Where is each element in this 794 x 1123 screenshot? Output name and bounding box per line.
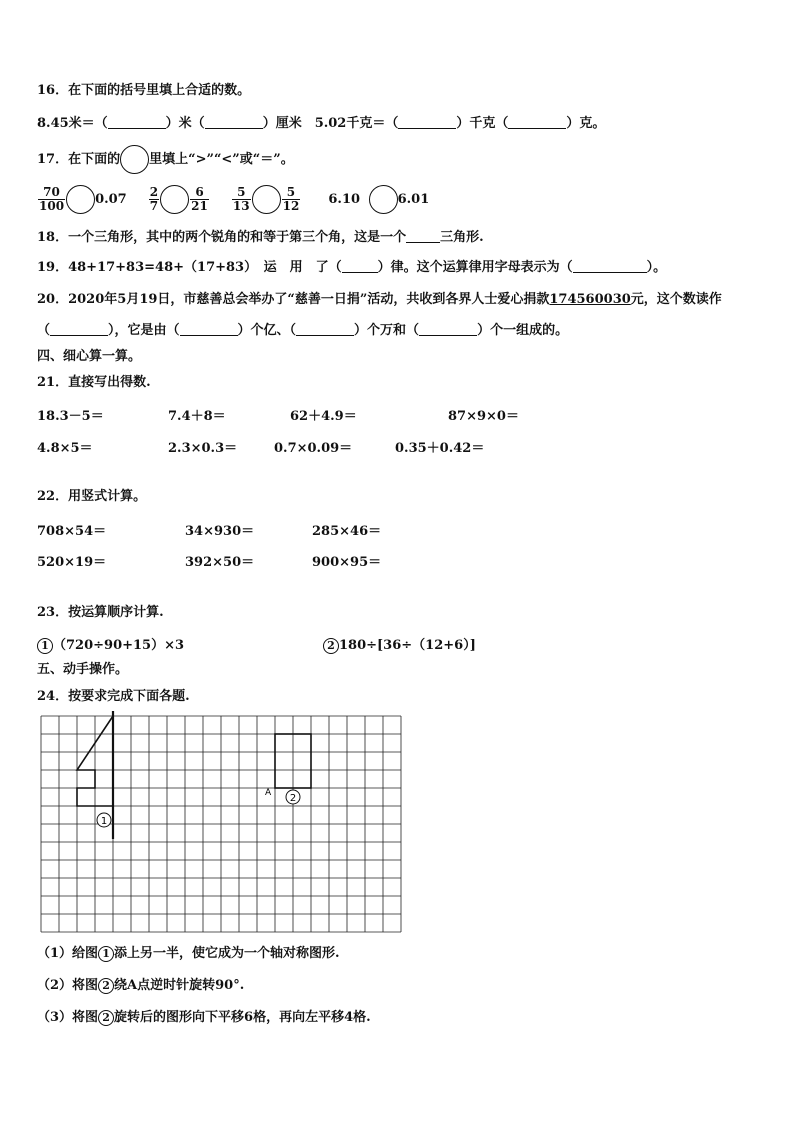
q16-title: 16．在下面的括号里填上合适的数。	[37, 83, 251, 98]
q20-text-c: （	[37, 323, 51, 338]
frac-num: 5	[282, 186, 301, 200]
grid-figure	[36, 709, 406, 935]
q21-item: 7.4＋8＝	[168, 409, 226, 424]
q20-line-2	[37, 322, 568, 340]
circled-number-icon: 1	[37, 638, 53, 654]
q17-frac-5	[282, 186, 301, 213]
q22-item: 392×50＝	[185, 555, 255, 570]
q24-title: 24．按要求完成下面各题.	[37, 689, 190, 704]
q17-frac-2	[149, 186, 159, 213]
circled-number-icon: 2	[323, 638, 339, 654]
compare-circle-1[interactable]	[66, 185, 95, 214]
q21-item: 87×9×0＝	[448, 409, 519, 424]
frac-num: 70	[38, 186, 65, 200]
q16-text-c: ）厘米 5.02千克＝（	[262, 116, 399, 131]
compare-circle-3[interactable]	[252, 185, 281, 214]
q17-title-a: 17．在下面的	[37, 152, 121, 167]
q23-title: 23．按运算顺序计算.	[37, 605, 164, 620]
q21-title: 21．直接写出得数.	[37, 375, 151, 390]
task-1-text-b: 添上另一半，使它成为一个轴对称图形.	[114, 946, 340, 961]
q16-text-b: ）米（	[165, 116, 205, 131]
section-4-title: 四、细心算一算。	[37, 349, 142, 364]
q16-blank-2[interactable]	[205, 115, 263, 129]
frac-den: 12	[282, 199, 300, 213]
section-5-title: 五、动手操作。	[37, 662, 129, 677]
q19-text-a: 19．48+17+83=48+（17+83） 运 用 了（	[37, 260, 342, 275]
q16-text-a: 8.45米＝（	[37, 116, 108, 131]
task-2-text-b: 绕A点逆时针旋转90°.	[114, 978, 245, 993]
frac-num: 2	[149, 185, 159, 199]
q23-expr-2-text: 180÷[36÷（12+6）]	[339, 638, 476, 653]
frac-den: 7	[149, 199, 159, 213]
q20-line-1	[37, 291, 722, 309]
q19-text-c: ）。	[646, 260, 667, 275]
q20-text-e: ）个亿、（	[237, 323, 297, 338]
q24-task-3	[37, 1009, 371, 1027]
q21-item: 18.3－5＝	[37, 409, 104, 424]
q19-blank-2[interactable]	[573, 259, 647, 273]
task-1-text-a: （1）给图	[37, 946, 99, 961]
q22-item: 520×19＝	[37, 555, 107, 570]
q20-text-d: ），它是由（	[108, 323, 180, 338]
grid-lines	[41, 716, 401, 932]
q19-blank-1[interactable]	[342, 259, 378, 273]
circled-number-icon: 1	[98, 946, 114, 962]
q22-item: 900×95＝	[312, 555, 382, 570]
q20-blank-4[interactable]	[419, 322, 477, 336]
q18-text-b: 三角形.	[440, 230, 484, 245]
q21-item: 62＋4.9＝	[290, 409, 357, 424]
q21-item: 0.7×0.09＝	[274, 441, 353, 456]
q21-item: 2.3×0.3＝	[168, 441, 238, 456]
q20-text-f: ）个万和（	[354, 323, 420, 338]
frac-den: 100	[39, 199, 65, 213]
q21-item: 0.35＋0.42＝	[395, 441, 485, 456]
compare-circle-4[interactable]	[369, 185, 398, 214]
q17-value-3: 6.01	[397, 192, 430, 207]
q24-task-2	[37, 977, 244, 995]
frac-den: 13	[232, 199, 250, 213]
q23-expr-1-text: （720÷90+15）×3	[53, 638, 185, 653]
q23-expr-2	[323, 634, 476, 654]
q22-item: 285×46＝	[312, 524, 382, 539]
q16-blank-1[interactable]	[108, 115, 166, 129]
q16-line	[37, 115, 605, 133]
q17-items	[37, 184, 429, 216]
q16-text-e: ）克。	[566, 116, 606, 131]
q17-value-2: 6.10	[328, 192, 361, 207]
q17-frac-1	[38, 186, 65, 213]
q20-blank-3[interactable]	[296, 322, 354, 336]
q21-item: 4.8×5＝	[37, 441, 93, 456]
q20-number: 174560030	[549, 292, 631, 307]
q16-blank-4[interactable]	[508, 115, 566, 129]
q17-title-b: 里填上“>”“<”或“＝”。	[149, 152, 294, 167]
q17-title	[37, 145, 294, 175]
circle-icon	[120, 145, 149, 174]
q22-item: 708×54＝	[37, 524, 107, 539]
frac-den: 21	[191, 199, 208, 213]
compare-circle-2[interactable]	[160, 185, 189, 214]
q16-text-d: ）千克（	[456, 116, 509, 131]
q22-item: 34×930＝	[185, 524, 255, 539]
point-a-label: A	[265, 788, 272, 798]
frac-num: 6	[190, 186, 209, 200]
q20-text-g: ）个一组成的。	[477, 323, 569, 338]
q19-text-b: ）律。这个运算律用字母表示为（	[377, 260, 573, 275]
frac-num: 5	[232, 186, 251, 200]
q16-blank-3[interactable]	[398, 115, 456, 129]
q17-frac-4	[232, 186, 251, 213]
q19-line	[37, 259, 666, 277]
q23-expr-1	[37, 634, 184, 654]
q18-line	[37, 229, 484, 247]
q20-blank-1[interactable]	[50, 322, 108, 336]
task-2-text-a: （2）将图	[37, 978, 99, 993]
q24-task-1	[37, 945, 340, 963]
q18-blank[interactable]	[406, 229, 440, 243]
q20-text-a: 20．2020年5月19日，市慈善总会举办了“慈善一日捐”活动，共收到各界人士爱心捐款	[37, 292, 550, 307]
q22-title: 22．用竖式计算。	[37, 489, 147, 504]
figure-1-label: 1	[100, 816, 108, 827]
q17-frac-3	[190, 186, 209, 213]
task-3-text-b: 旋转后的图形向下平移6格，再向左平移4格.	[114, 1010, 371, 1025]
task-3-text-a: （3）将图	[37, 1010, 99, 1025]
q17-value-1: 0.07	[95, 192, 127, 207]
q20-blank-2[interactable]	[180, 322, 238, 336]
q20-text-b: 元，这个数读作	[630, 292, 722, 307]
circled-number-icon: 2	[98, 1010, 114, 1026]
q18-text-a: 18．一个三角形，其中的两个锐角的和等于第三个角，这是一个	[37, 230, 407, 245]
circled-number-icon: 2	[98, 978, 114, 994]
figure-2-label: 2	[289, 793, 297, 804]
